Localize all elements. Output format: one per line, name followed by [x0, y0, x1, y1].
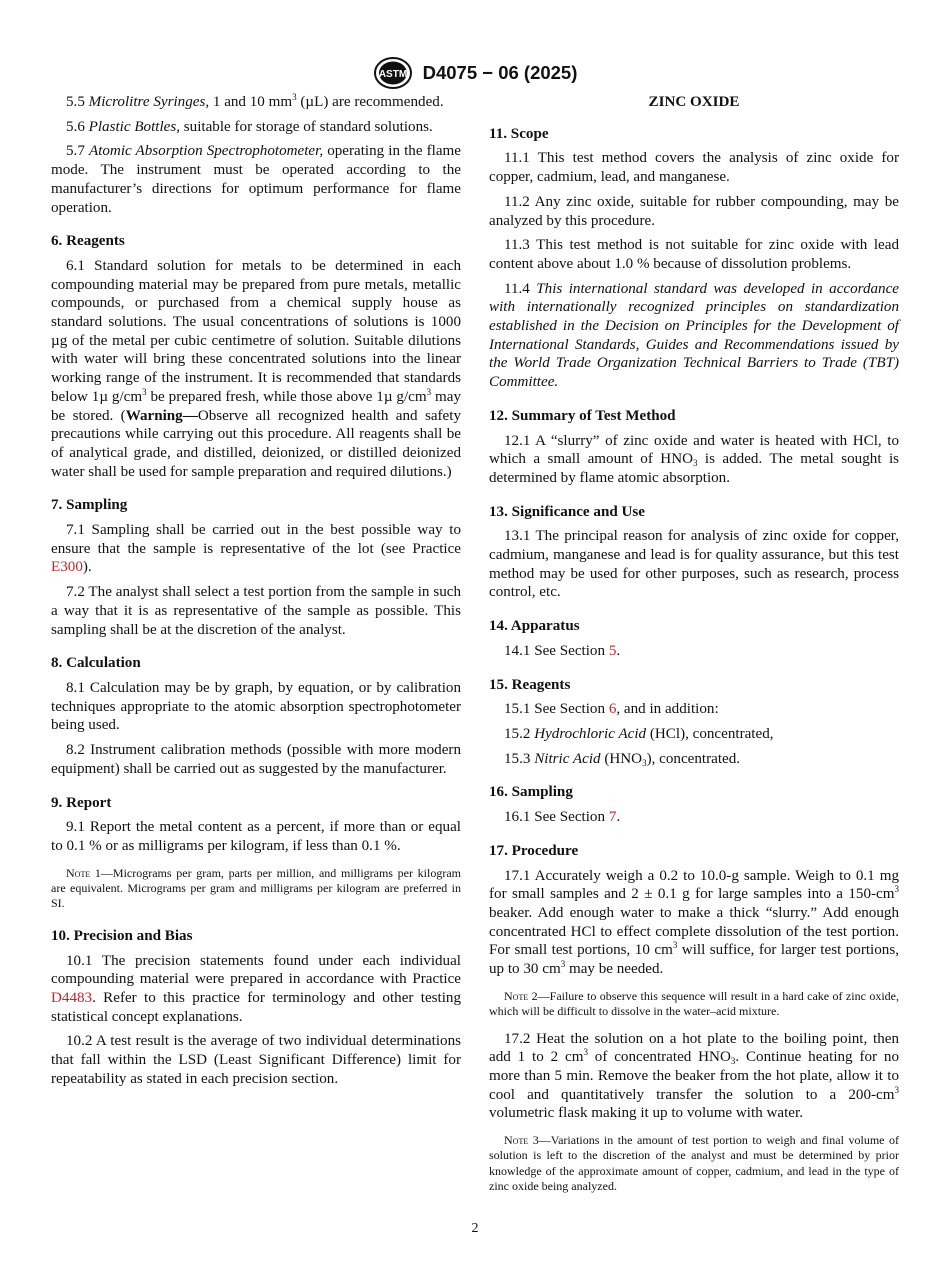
note-2: Note 2—Failure to observe this sequence will result in a hard cake of zinc oxide, which will be difficult to dissolve in the water–acid mixture.	[489, 988, 899, 1019]
link-d4483[interactable]: D4483	[51, 989, 93, 1006]
paragraph-11-2: 11.2 Any zinc oxide, suitable for rubber compounding, may be analyzed by this procedure.	[489, 193, 899, 229]
section-heading-14: 14. Apparatus	[489, 618, 580, 635]
section-heading-6: 6. Reagents	[51, 233, 125, 250]
paragraph-8-2: 8.2 Instrument calibration methods (possible with more modern equipment) shall be carried out as suggested by the manufacturer.	[51, 742, 461, 777]
left-column	[51, 93, 461, 1094]
section-heading-17: 17. Procedure	[489, 842, 579, 859]
paragraph-16-1: 16.1 See Section 7.	[504, 809, 621, 826]
paragraph-14-1: 14.1 See Section 5.	[504, 642, 621, 659]
paragraph-5-7: 5.7 Atomic Absorption Spectrophotometer, operating in the flame mode. The instrument must be operated according to the manufacturer’s directions for optimum performance for flame operation.	[51, 143, 462, 216]
paragraph-15-1: 15.1 See Section 6, and in addition:	[504, 701, 719, 718]
paragraph-10-2: 10.2 A test result is the average of two individual determinations that fall within the LSD (Least Significant Difference) limit for repeatability as stated in each precision section.	[51, 1033, 461, 1087]
page-header	[0, 56, 950, 90]
section-heading-7: 7. Sampling	[51, 497, 128, 514]
astm-logo-icon	[373, 56, 413, 90]
section-heading-13: 13. Significance and Use	[489, 503, 645, 520]
paragraph-11-3: 11.3 This test method is not suitable for zinc oxide with lead content above about 1.0 % because of dissolution problems.	[489, 237, 899, 272]
section-heading-11: 11. Scope	[489, 125, 549, 142]
paragraph-7-2: 7.2 The analyst shall select a test portion from the sample in such a way that it is as representative of the sample as possible. This sampling shall be at the discretion of the analyst.	[51, 584, 461, 638]
paragraph-17-2: 17.2 Heat the solution on a hot plate to the boiling point, then add 1 to 2 $cm^3$ of concentrated $HNO_3$. Continue heating for no more than 5 min. Remove the beaker from the hot plate, allow it to cool and quantitatively transfer the solution to a $200-cm^3$ volumetric flask making it up to volume with water.	[489, 1030, 899, 1122]
right-column	[489, 93, 899, 1205]
paragraph-7-1: 7.1 Sampling shall be carried out in the best possible way to ensure that the sample is representative of the lot (see Practice E300).	[51, 522, 461, 576]
page-number: 2	[471, 1221, 479, 1236]
link-section-6[interactable]: 6	[608, 701, 617, 718]
paragraph-8-1: 8.1 Calculation may be by graph, by equation, or by calibration techniques appropriate to the atomic absorption spectrophotometer being used.	[51, 679, 461, 734]
link-section-7[interactable]: 7	[608, 809, 617, 826]
note-3: Note 3—Variations in the amount of test portion to weigh and final volume of solution is left to the discretion of the analyst and must be determined by prior knowledge of the approximate amount of copper, cadmium, and lead in the type of zinc oxide being analyzed.	[489, 1133, 900, 1194]
paragraph-15-2: 15.2 Hydrochloric Acid (HCl), concentrated,	[504, 725, 774, 742]
section-heading-12: 12. Summary of Test Method	[489, 407, 676, 424]
paragraph-6-1: 6.1 Standard solution for metals to be determined in each compounding material may be prepared from pure metals, metallic compounds, or purchased from a chemical supply house as standard solutions. The usual concentrations of solutions is 1000 µg of the metal per cubic centimetre of solution. Suitable dilutions with water will bring these concentrated solutions into the linear working range of the instrument. It is recommended that standards below 1µ $g/cm^3$ be prepared fresh, while those above 1µ $g/cm^3$ may be stored. (Warning—Observe all recognized health and safety precautions while carrying out this procedure. All reagents shall be of analytical grade, and distilled, deionized, or distilled deionized water shall be used for sample preparation and required dilutions.)	[51, 257, 462, 480]
paragraph-9-1: 9.1 Report the metal content as a percent, if more than or equal to 0.1 % or as milligrams per kilogram, if less than 0.1 %.	[51, 819, 461, 854]
paragraph-15-3: 15.3 Nitric Acid $(HNO_3)$, concentrated.	[504, 750, 741, 768]
paragraph-11-1: 11.1 This test method covers the analysis of zinc oxide for copper, cadmium, lead, and manganese.	[489, 150, 899, 186]
note-1: Note 1—Micrograms per gram, parts per million, and milligrams per kilogram are equivalent. Micrograms per gram and milligrams per kilogram are preferred in SI.	[51, 865, 461, 911]
paragraph-5-6: 5.6 Plastic Bottles, suitable for storage of standard solutions.	[66, 118, 433, 135]
paragraph-5-5: 5.5 Microlitre Syringes, 1 and 10 $mm^3$ (µL) are recommended.	[66, 92, 444, 110]
section-heading-8: 8. Calculation	[51, 655, 141, 672]
svg-text:ASTM: ASTM	[378, 69, 407, 80]
paragraph-17-1: 17.1 Accurately weigh a 0.2 to 10.0-g sample. Weigh to 0.1 mg for small samples and 2 ± 0.1 g for large samples into a $150-cm^3$ beaker. Add enough water to make a thick “slurry.” Add enough concentrated HCl to effect complete dissolution of the test portion. For small test portions, 10 $cm^3$ will suffice, for larger test portions, up to 30 $cm^3$ may be needed.	[489, 867, 899, 978]
link-e300[interactable]: E300	[51, 559, 83, 576]
paragraph-12-1: 12.1 A “slurry” of zinc oxide and water is heated with HCl, to which a small amount of $HNO_3$ is added. The metal sought is determined by flame atomic absorption.	[489, 432, 900, 486]
section-heading-16: 16. Sampling	[489, 784, 573, 801]
document-id: D4075 − 06 (2025)	[422, 62, 578, 83]
section-heading-10: 10. Precision and Bias	[51, 927, 193, 944]
section-title-zinc-oxide: ZINC OXIDE	[648, 94, 740, 110]
paragraph-13-1: 13.1 The principal reason for analysis of zinc oxide for copper, cadmium, manganese and lead is for quality assurance, but this test method may be used for other purposes, such as research, process control, etc.	[489, 528, 899, 601]
section-heading-15: 15. Reagents	[489, 676, 571, 693]
paragraph-10-1: 10.1 The precision statements found under each individual compounding material were prepared in accordance with Practice D4483. Refer to this practice for terminology and other testing statistical concept explanations.	[51, 952, 461, 1025]
paragraph-11-4: 11.4 This international standard was developed in accordance with internationally recognized principles on standardization established in the Decision on Principles for the Development of International Standards, Guides and Recommendations issued by the World Trade Organization Technical Barriers to Trade (TBT) Committee.	[489, 280, 899, 391]
link-section-5[interactable]: 5	[608, 642, 617, 659]
section-heading-9: 9. Report	[51, 794, 112, 811]
